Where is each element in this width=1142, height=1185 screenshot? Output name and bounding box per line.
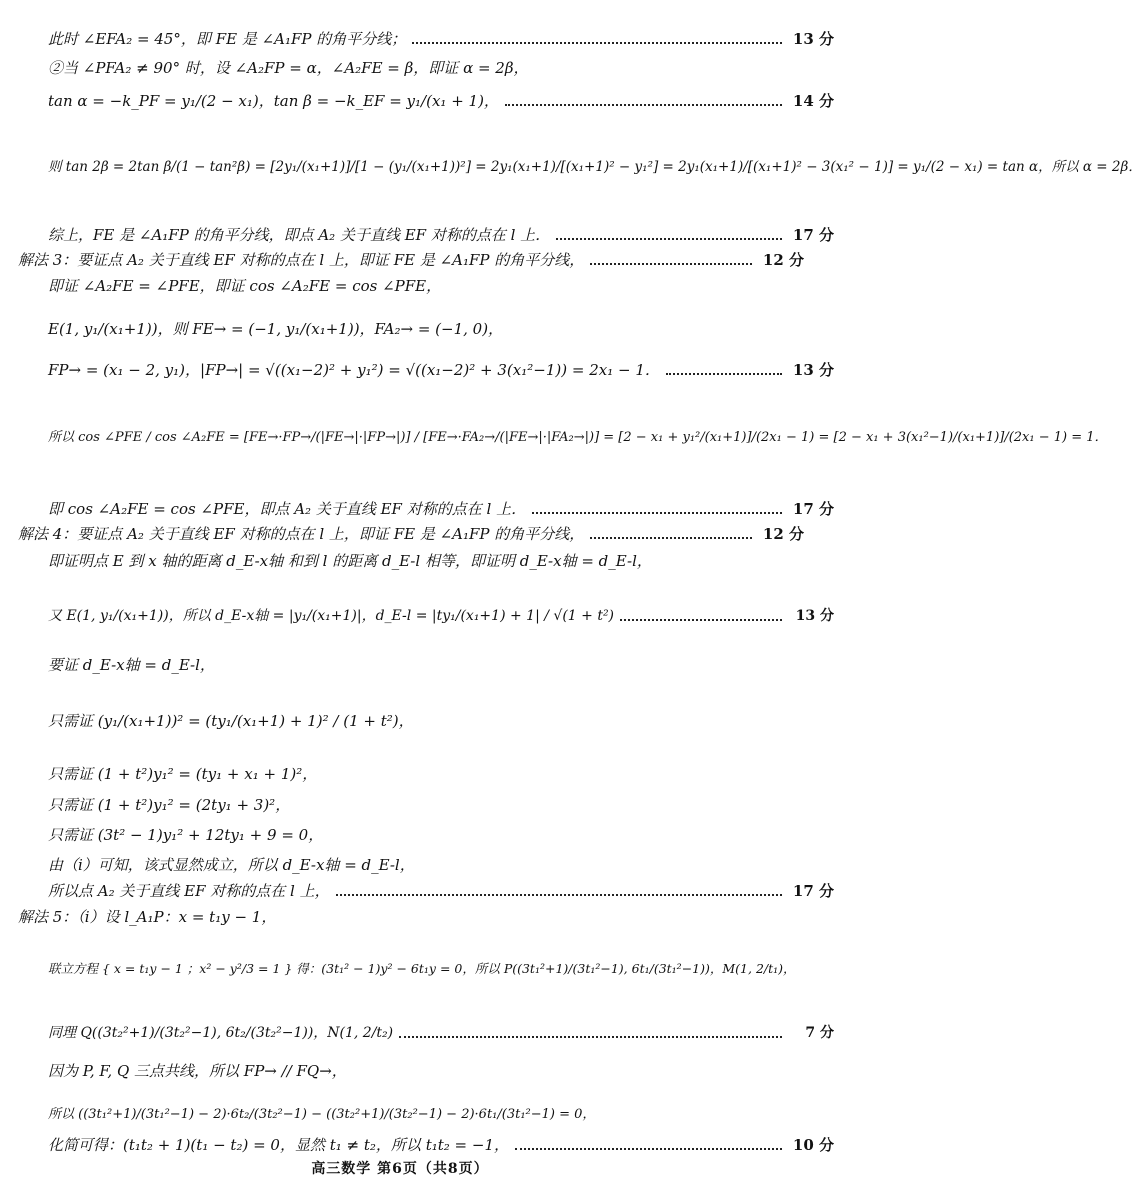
score-points: 17 分 <box>792 225 834 244</box>
score-points: 12 分 <box>762 524 804 543</box>
line-text: 解法 5：（i）设 l_A₁P：x = t₁y − 1， <box>18 907 277 926</box>
leader-dots <box>556 218 782 240</box>
answer-line <box>0 585 848 645</box>
score-points: 17 分 <box>792 881 834 900</box>
answer-line <box>0 247 818 271</box>
answer-line <box>0 652 848 676</box>
line-text: 化简可得：(t₁t₂ + 1)(t₁ − t₂) = 0，显然 t₁ ≠ t₂，所以 t₁t₂ = −1， <box>48 1135 509 1154</box>
answer-line <box>0 521 818 545</box>
answer-line <box>0 938 848 998</box>
leader-dots <box>412 22 782 44</box>
line-text: 联立方程 { x = t₁y − 1 ；x² − y²/3 = 1 } 得：(3t₁² − 1)y² − 6t₁y = 0，所以 P((3t₁²+1)/(3t₁²−1), 6t₁/(3t₁²−1))，M(1, 2/t₁)， <box>48 961 796 976</box>
score-points: 10 分 <box>792 1135 834 1154</box>
score-points: 12 分 <box>762 250 804 269</box>
answer-line <box>0 822 848 846</box>
line-text: 由（i）可知，该式显然成立，所以 d_E-x轴 = d_E-l， <box>48 855 415 874</box>
answer-line <box>0 357 848 381</box>
line-text: 综上，FE 是 ∠A₁FP 的角平分线，即点 A₂ 关于直线 EF 对称的点在 l 上． <box>48 225 551 244</box>
line-text: 又 E(1, y₁/(x₁+1))，所以 d_E-x轴 = |y₁/(x₁+1)|，d_E-l = |ty₁/(x₁+1) + 1| / √(1 + t²) <box>48 608 615 624</box>
leader-dots <box>336 874 782 896</box>
page-footer: 高三数学 第6页（共8页） <box>311 1161 489 1177</box>
line-text: 只需证 (3t² − 1)y₁² + 12ty₁ + 9 = 0， <box>48 825 324 844</box>
answer-line <box>0 1002 848 1062</box>
answer-line <box>0 26 848 50</box>
score-points: 17 分 <box>792 499 834 518</box>
line-text: 即证明点 E 到 x 轴的距离 d_E-x轴 和到 l 的距离 d_E-l 相等，即证明 d_E-x轴 = d_E-l， <box>48 551 652 570</box>
line-text: 只需证 (1 + t²)y₁² = (ty₁ + x₁ + 1)²， <box>48 764 318 783</box>
line-text: 因为 P, F, Q 三点共线，所以 FP→ // FQ→， <box>48 1061 347 1080</box>
line-text: E(1, y₁/(x₁+1))，则 FE→ = (−1, y₁/(x₁+1))，FA₂→ = (−1, 0)， <box>48 319 504 338</box>
answer-line <box>0 792 848 816</box>
answer-line <box>0 55 848 79</box>
line-text: ②当 ∠PFA₂ ≠ 90° 时，设 ∠A₂FP = α，∠A₂FE = β，即证 α = 2β， <box>48 58 529 77</box>
answer-line <box>0 273 848 297</box>
leader-dots <box>532 492 782 514</box>
answer-line <box>0 1058 848 1082</box>
leader-dots <box>399 1016 782 1038</box>
line-text: 只需证 (1 + t²)y₁² = (2ty₁ + 3)²， <box>48 795 291 814</box>
answer-line <box>0 904 818 928</box>
line-text: tan α = −k_PF = y₁/(2 − x₁)，tan β = −k_EF = y₁/(x₁ + 1)， <box>48 91 499 110</box>
score-points: 13 分 <box>792 29 834 48</box>
line-text: 解法 3：要证点 A₂ 关于直线 EF 对称的点在 l 上，即证 FE 是 ∠A₁FP 的角平分线， <box>18 250 585 269</box>
score-points: 7 分 <box>805 1025 834 1041</box>
leader-dots <box>505 84 782 106</box>
line-text: 同理 Q((3t₂²+1)/(3t₂²−1), 6t₂/(3t₂²−1))，N(1, 2/t₂) <box>48 1025 394 1041</box>
leader-dots <box>590 243 752 265</box>
line-text: 此时 ∠EFA₂ = 45°，即 FE 是 ∠A₁FP 的角平分线； <box>48 29 407 48</box>
line-text: 只需证 (y₁/(x₁+1))² = (ty₁/(x₁+1) + 1)² / (1 + t²)， <box>48 711 414 730</box>
answer-line <box>0 1132 848 1156</box>
line-text: 则 tan 2β = 2tan β/(1 − tan²β) = [2y₁/(x₁+1)]/[1 − (y₁/(x₁+1))²] = 2y₁(x₁+1)/[(x₁+1)² − y₁²] = 2y₁(x₁+1)/[(x₁+1)² − 3(x₁² − 1)] = y₁/(2 − x₁) = tan α，所以 α = 2β． <box>48 159 1142 175</box>
leader-dots <box>590 517 752 539</box>
leader-dots <box>666 353 782 375</box>
line-text: 解法 4：要证点 A₂ 关于直线 EF 对称的点在 l 上，即证 FE 是 ∠A₁FP 的角平分线， <box>18 524 585 543</box>
answer-line <box>0 405 1108 465</box>
answer-line <box>0 690 848 750</box>
answer-line <box>0 548 848 572</box>
leader-dots <box>515 1128 782 1150</box>
line-text: 即证 ∠A₂FE = ∠PFE，即证 cos ∠A₂FE = cos ∠PFE， <box>48 276 442 295</box>
answer-line <box>0 88 848 112</box>
score-points: 14 分 <box>792 91 834 110</box>
score-points: 13 分 <box>795 608 834 624</box>
line-text: 要证 d_E-x轴 = d_E-l， <box>48 655 215 674</box>
score-points: 13 分 <box>792 360 834 379</box>
line-text: 所以 ((3t₁²+1)/(3t₁²−1) − 2)·6t₂/(3t₂²−1) − ((3t₂²+1)/(3t₂²−1) − 2)·6t₁/(3t₁²−1) = 0， <box>48 1106 596 1122</box>
answer-line <box>0 316 848 340</box>
line-text: 所以 cos ∠PFE / cos ∠A₂FE = [FE→·FP→/(|FE→|·|FP→|)] / [FE→·FA₂→/(|FE→|·|FA₂→|)] = [2 − x₁ + y₁²/(x₁+1)]/(2x₁ − 1) = [2 − x₁ + 3(x₁²−1)/(x₁+1)]/(2x₁ − 1) = 1． <box>48 429 1108 445</box>
answer-line <box>0 878 848 902</box>
leader-dots <box>620 599 782 621</box>
line-text: 所以点 A₂ 关于直线 EF 对称的点在 l 上， <box>48 881 330 900</box>
answer-line <box>0 135 1142 195</box>
line-text: FP→ = (x₁ − 2, y₁)，|FP→| = √((x₁−2)² + y₁²) = √((x₁−2)² + 3(x₁²−1)) = 2x₁ − 1． <box>48 360 660 379</box>
answer-line <box>0 852 848 876</box>
line-text: 即 cos ∠A₂FE = cos ∠PFE，即点 A₂ 关于直线 EF 对称的点在 l 上． <box>48 499 527 518</box>
answer-line <box>0 761 848 785</box>
